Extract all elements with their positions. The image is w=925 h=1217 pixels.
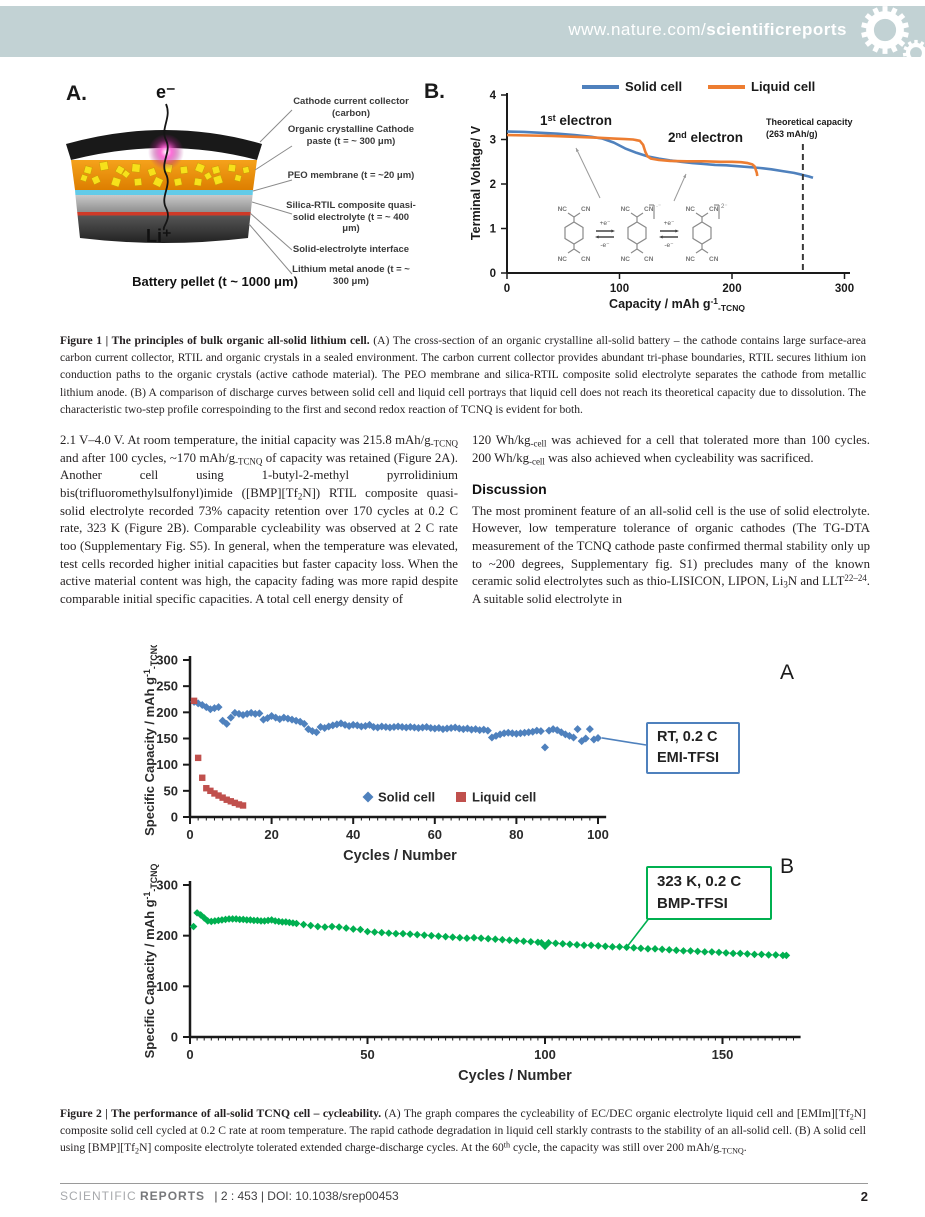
svg-text:+e⁻: +e⁻	[663, 220, 675, 227]
svg-text:100: 100	[156, 757, 178, 773]
svg-text:NC: NC	[620, 256, 630, 263]
callout-rt-emi-tfsi	[646, 722, 740, 774]
svg-text:CN: CN	[709, 206, 719, 213]
label-cathode-paste: Organic crystalline Cathode paste (t = ~ 300 μm)	[287, 124, 415, 147]
svg-text:1: 1	[489, 223, 496, 236]
legend	[582, 79, 815, 94]
callout-b-line1: 323 K, 0.2 C	[657, 873, 742, 890]
label-peo-membrane: PEO membrane (t = ~20 μm)	[287, 170, 415, 181]
pellet-label: Battery pellet (t ~ 1000 μm)	[132, 274, 298, 289]
figure1-caption-body: (A) The cross-section of an organic crystalline all-solid battery – the cathode contains large surface-area carbon current collector, RTIL and organic crystals in a sealed environment. The carbon current collector provides abundant tri-phase boundaries, RTIL secures lithium ion conduction paths to the organic crystals (active cathode material). The PEO membrane and silica-RTIL composite solid electrolyte separates the cathode from metallic lithium anode. (B) A comparison of discharge curves between solid cell and liquid cell portrays that liquid cell does not reach its theoretical capacity due to dissolution. The characteristic two-step profile correspoinding to the first and second redox reaction of TCNQ is evident for both.	[60, 333, 867, 417]
legend	[363, 790, 537, 805]
svg-text:150: 150	[711, 1047, 734, 1062]
chart-fig2a	[142, 645, 646, 864]
svg-text:Solid cell: Solid cell	[625, 79, 683, 94]
body-column-left	[60, 432, 458, 609]
callout-b-connector	[627, 917, 650, 947]
paragraph-results: 2.1 V–4.0 V. At room temperature, the initial capacity was 215.8 mAh/g-TCNQ and after 100 cycles, ~170 mAh/g-TCNQ of capacity was retained (Figure 2A). Another cell using 1-butyl-2-methyl pyrrolidinium bis(trifluoromethylsulfonyl)imide ([BMP][Tf2N]) RTIL composite quasi-solid electrolyte recorded 73% capacity retention over 170 cycles at 0.2 C rate, 323 K (Figure 2B). Comparable cycleability was observed at 2 C rate too (Supplementary Fig. S5). In general, when the temperature was elevated, test cells recorded higher initial capacities but faster capacity loss. When the active material content was high, the capacity fading was more rapid despite comparable initial specific capacities. A total cell energy density of	[60, 433, 458, 606]
molecule-1	[621, 204, 662, 263]
svg-text:·⁻: ·⁻	[656, 204, 662, 210]
lithium-ion-label: Li⁺	[146, 226, 172, 246]
url-bold: scientificreports	[706, 20, 847, 39]
figure1-panel-a	[60, 78, 422, 312]
svg-text:100: 100	[609, 283, 630, 295]
figure2	[60, 645, 868, 1090]
svg-text:NC: NC	[557, 206, 567, 213]
svg-text:NC: NC	[685, 256, 695, 263]
svg-text:-e⁻: -e⁻	[664, 242, 674, 249]
svg-text:200: 200	[156, 704, 178, 720]
footer-brand-reports: REPORTS	[140, 1189, 206, 1203]
svg-text:2: 2	[489, 179, 496, 191]
svg-text:3: 3	[489, 134, 496, 147]
svg-text:Specific Capacity / mAh g-1-TC: Specific Capacity / mAh $g^{-1}_{-TCNQ}$	[142, 863, 159, 1059]
svg-text:Liquid cell: Liquid cell	[472, 789, 537, 805]
svg-text:+e⁻: +e⁻	[599, 220, 611, 227]
svg-text:50: 50	[360, 1047, 375, 1062]
svg-text:Liquid cell: Liquid cell	[751, 79, 816, 94]
svg-text:-e⁻: -e⁻	[600, 242, 610, 249]
figure1	[60, 78, 868, 312]
svg-text:300: 300	[834, 283, 855, 295]
label-cathode-collector: Cathode current collector (carbon)	[293, 96, 409, 119]
svg-text:Capacity / mAh g-1-TCNQ: Capacity / mAh $g^{-1}_{-TCNQ}$	[609, 296, 745, 312]
svg-text:4: 4	[489, 90, 496, 102]
svg-text:0: 0	[170, 1029, 178, 1045]
label-anode: Lithium metal anode (t = ~ 300 μm)	[292, 264, 410, 287]
panel-a-letter: A	[780, 661, 795, 684]
header-banner	[0, 6, 925, 57]
svg-text:60: 60	[427, 827, 443, 842]
peo-membrane-layer	[75, 190, 253, 195]
callout-b-line2: BMP-TFSI	[657, 894, 728, 912]
paragraph-discussion: The most prominent feature of an all-solid cell is the use of solid electrolyte. However, low temperature tolerance of organic cathodes (The TG-DTA measurement of the TCNQ cathode paste confirmed thermal stability only up to ~200 degrees, Supplementary fig. S1) precludes many of the known ceramic solid electrolytes such as thio-LISICON, LIPON, Li3N and LLT$^{22-24}$. A suitable solid electrolyte in	[472, 503, 870, 606]
svg-text:300: 300	[156, 877, 178, 893]
panel-a-label: A.	[66, 82, 87, 105]
svg-text:0: 0	[170, 809, 178, 825]
figure2-caption	[60, 1105, 866, 1157]
svg-text:Cycles / Number: Cycles / Number	[343, 848, 457, 864]
figure1-panel-b	[422, 78, 868, 312]
svg-text:2⁻: 2⁻	[721, 204, 728, 210]
discharge-curve-chart	[422, 78, 868, 312]
svg-text:100: 100	[156, 978, 178, 994]
label-sei: Solid-electrolyte interface	[292, 244, 410, 255]
figure1-caption-title: Figure 1 | The principles of bulk organic all-solid lithium cell.	[60, 333, 370, 347]
svg-text:Solid cell: Solid cell	[378, 789, 436, 805]
svg-text:100: 100	[587, 827, 609, 842]
figure2-caption-body: (A) The graph compares the cycleability of EC/DEC organic electrolyte liquid cell and [EMIm][Tf2N] composite solid cell cycled at 0.2 C rate at room temperature. The rapid cathode degradation in liquid cell starkly contrasts to the stability of an all-solid cell. (B) A solid cell using [BMP][Tf2N] composite electrolyte tolerated extended charge-discharge cycles. At the 60th cycle, the capacity was still over 200 mAh/g-TCNQ.	[60, 1106, 866, 1156]
svg-text:CN: CN	[644, 256, 654, 263]
panel-b-label: B.	[424, 80, 445, 103]
figure1-caption	[60, 332, 866, 419]
svg-text:20: 20	[264, 827, 279, 842]
paragraph-energy-density: 120 Wh/kg-cell was achieved for a cell that tolerated more than 100 cycles. 200 Wh/kg-cell was also achieved when cycleability was sacrificed.	[472, 433, 870, 467]
svg-text:CN: CN	[581, 206, 591, 213]
figure2-caption-title: Figure 2 | The performance of all-solid TCNQ cell – cycleability.	[60, 1106, 382, 1120]
svg-text:250: 250	[156, 678, 178, 694]
svg-text:Theoretical capacity: Theoretical capacity	[766, 117, 853, 127]
svg-text:200: 200	[156, 928, 178, 944]
svg-text:(263 mAh/g): (263 mAh/g)	[766, 129, 818, 139]
footer-citation	[60, 1189, 399, 1204]
svg-text:1st electron: 1st electron	[540, 113, 612, 128]
svg-text:Specific Capacity / mAh g-1-TC: Specific Capacity / mAh $g^{-1}_{-TCNQ}$	[142, 645, 159, 836]
footer	[60, 1189, 868, 1204]
page-number: 2	[860, 1189, 868, 1204]
molecule-2	[686, 204, 728, 263]
callout-a-line2: EMI-TFSI	[657, 750, 720, 767]
callout-a-connector	[602, 738, 646, 745]
svg-text:Cycles / Number: Cycles / Number	[458, 1068, 572, 1084]
body-column-right	[472, 432, 870, 609]
svg-text:NC: NC	[685, 206, 695, 213]
svg-text:2nd electron: 2nd electron	[668, 130, 744, 145]
svg-text:0: 0	[186, 827, 194, 842]
tcnq-molecules	[558, 204, 728, 263]
svg-text:NC: NC	[620, 206, 630, 213]
redox-arrows	[659, 220, 679, 249]
gear	[861, 6, 909, 54]
redox-arrows	[595, 220, 615, 249]
svg-text:0: 0	[503, 283, 511, 295]
footer-rule	[60, 1183, 868, 1184]
svg-text:0: 0	[186, 1047, 194, 1062]
svg-text:300: 300	[156, 652, 178, 668]
callout-323k-bmp-tfsi	[646, 866, 772, 920]
svg-text:NC: NC	[557, 256, 567, 263]
url-plain: www.nature.com/	[568, 20, 707, 39]
callout-a-line1: RT, 0.2 C	[657, 729, 718, 745]
panel-b-letter: B	[780, 855, 795, 878]
gear-icon	[845, 6, 925, 57]
svg-text:CN: CN	[581, 256, 591, 263]
electron-label: e⁻	[156, 82, 176, 102]
journal-url	[568, 20, 847, 40]
svg-text:80: 80	[509, 827, 524, 842]
discussion-heading: Discussion	[472, 481, 547, 498]
svg-text:CN: CN	[709, 256, 719, 263]
svg-text:0: 0	[489, 268, 496, 280]
gear	[903, 40, 925, 57]
series-solid-cell	[190, 698, 602, 752]
svg-text:100: 100	[534, 1047, 556, 1062]
label-electrolyte: Silica-RTIL composite quasi-solid electrolyte (t = ~ 400 μm)	[286, 200, 416, 235]
molecule-0	[558, 206, 591, 263]
footer-meta: | 2 : 453 | DOI: 10.1038/srep00453	[214, 1189, 399, 1203]
svg-text:40: 40	[345, 827, 361, 842]
sei-layer	[77, 212, 251, 216]
footer-brand-scientific: SCIENTIFIC	[60, 1189, 137, 1203]
svg-text:CN: CN	[644, 206, 654, 213]
svg-text:200: 200	[722, 283, 742, 295]
svg-text:Terminal Voltage/ V: Terminal Voltage/ V	[469, 125, 483, 241]
svg-text:150: 150	[156, 731, 178, 746]
svg-text:50: 50	[163, 783, 178, 799]
